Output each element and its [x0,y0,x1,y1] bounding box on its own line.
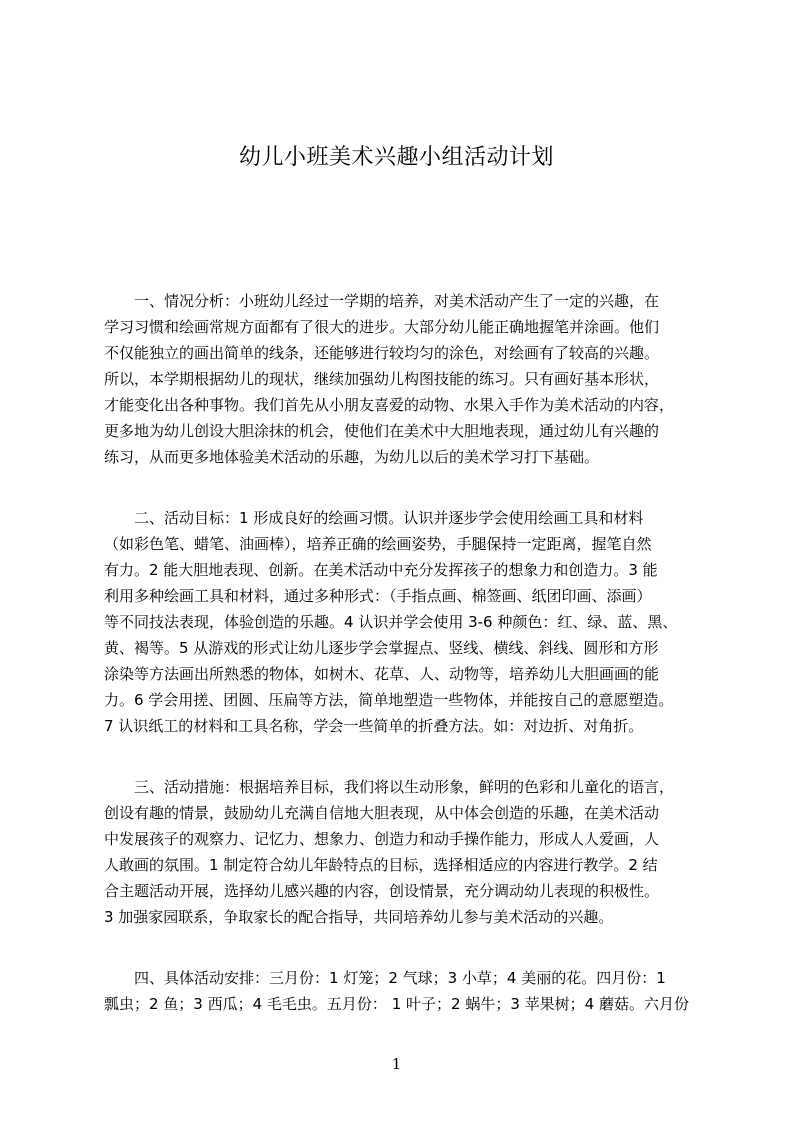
text-line: 力。6 学会用搓、团圆、压扁等方法，简单地塑造一些物体，并能按自己的意愿塑造。 [104,691,674,709]
page-number: 1 [391,1055,402,1073]
text-line: 三、活动措施：根据培养目标，我们将以生动形象，鲜明的色彩和儿童化的语言， [104,778,675,796]
text-line: 利用多种绘画工具和材料，通过多种形式：（手指点画、棉签画、纸团印画、添画） [104,587,652,605]
text-line: 瓢虫；2 鱼；3 西瓜；4 毛毛虫。五月份： 1 叶子；2 蜗牛；3 苹果树；4 蘑菇。六月份 [104,995,689,1013]
text-line: 中发展孩子的观察力、记忆力、想象力、创造力和动手操作能力，形成人人爱画，人 [104,830,660,848]
text-line: （如彩色笔、蜡笔、油画棒），培养正确的绘画姿势，手腿保持一定距离，握笔自然 [104,535,652,553]
text-line: 涂染等方法画出所熟悉的物体，如树木、花草、人、动物等，培养幼儿大胆画画的能 [104,665,660,683]
paragraph-situation-analysis [104,288,698,470]
text-line: 练习，从而更多地体验美术活动的乐趣，为幼儿以后的美术学习打下基础。 [104,448,600,466]
text-line: 有力。2 能大胆地表现、创新。在美术活动中充分发挥孩子的想象力和创造力。3 能 [104,561,658,579]
text-line: 创设有趣的情景，鼓励幼儿充满自信地大胆表现，从中体会创造的乐趣，在美术活动 [104,804,660,822]
document-title: 幼儿小班美术兴趣小组活动计划 [238,145,554,170]
text-line: 合主题活动开展，选择幼儿感兴趣的内容，创设情景，充分调动幼儿表现的积极性。 [104,882,660,900]
text-line: 才能变化出各种事物。我们首先从小朋友喜爱的动物、水果入手作为美术活动的内容， [104,396,675,414]
text-line: 四、具体活动安排：三月份：1 灯笼；2 气球；3 小草；4 美丽的花。四月份：1 [104,969,666,987]
paragraph-activity-schedule [104,965,698,1017]
text-line: 更多地为幼儿创设大胆涂抹的机会，使他们在美术中大胆地表现，通过幼儿有兴趣的 [104,422,660,440]
paragraph-activity-goals [104,505,698,739]
paragraph-activity-measures [104,774,698,930]
text-line: 3 加强家园联系，争取家长的配合指导，共同培养幼儿参与美术活动的兴趣。 [104,908,614,926]
text-line: 不仅能独立的画出简单的线条，还能够进行较均匀的涂色，对绘画有了较高的兴趣。 [104,344,660,362]
text-line: 所以，本学期根据幼儿的现状，继续加强幼儿构图技能的练习。只有画好基本形状， [104,370,660,388]
text-line: 黄、褐等。5 从游戏的形式让幼儿逐步学会掌握点、竖线、横线、斜线、圆形和方形 [104,639,659,657]
text-line: 学习习惯和绘画常规方面都有了很大的进步。大部分幼儿能正确地握笔并涂画。他们 [104,318,660,336]
text-line: 7 认识纸工的材料和工具名称，学会一些简单的折叠方法。如：对边折、对角折。 [104,717,644,735]
text-line: 等不同技法表现，体验创造的乐趣。4 认识并学会使用 3-6 种颜色：红、绿、蓝、黑、 [104,613,678,631]
text-line: 一、情况分析：小班幼儿经过一学期的培养，对美术活动产生了一定的兴趣，在 [104,292,660,310]
document-body [104,288,698,1052]
text-line: 二、活动目标：1 形成良好的绘画习惯。认识并逐步学会使用绘画工具和材料 [104,509,644,527]
text-line: 人敢画的氛围。1 制定符合幼儿年龄特点的目标，选择相适应的内容进行教学。2 结 [104,856,658,874]
